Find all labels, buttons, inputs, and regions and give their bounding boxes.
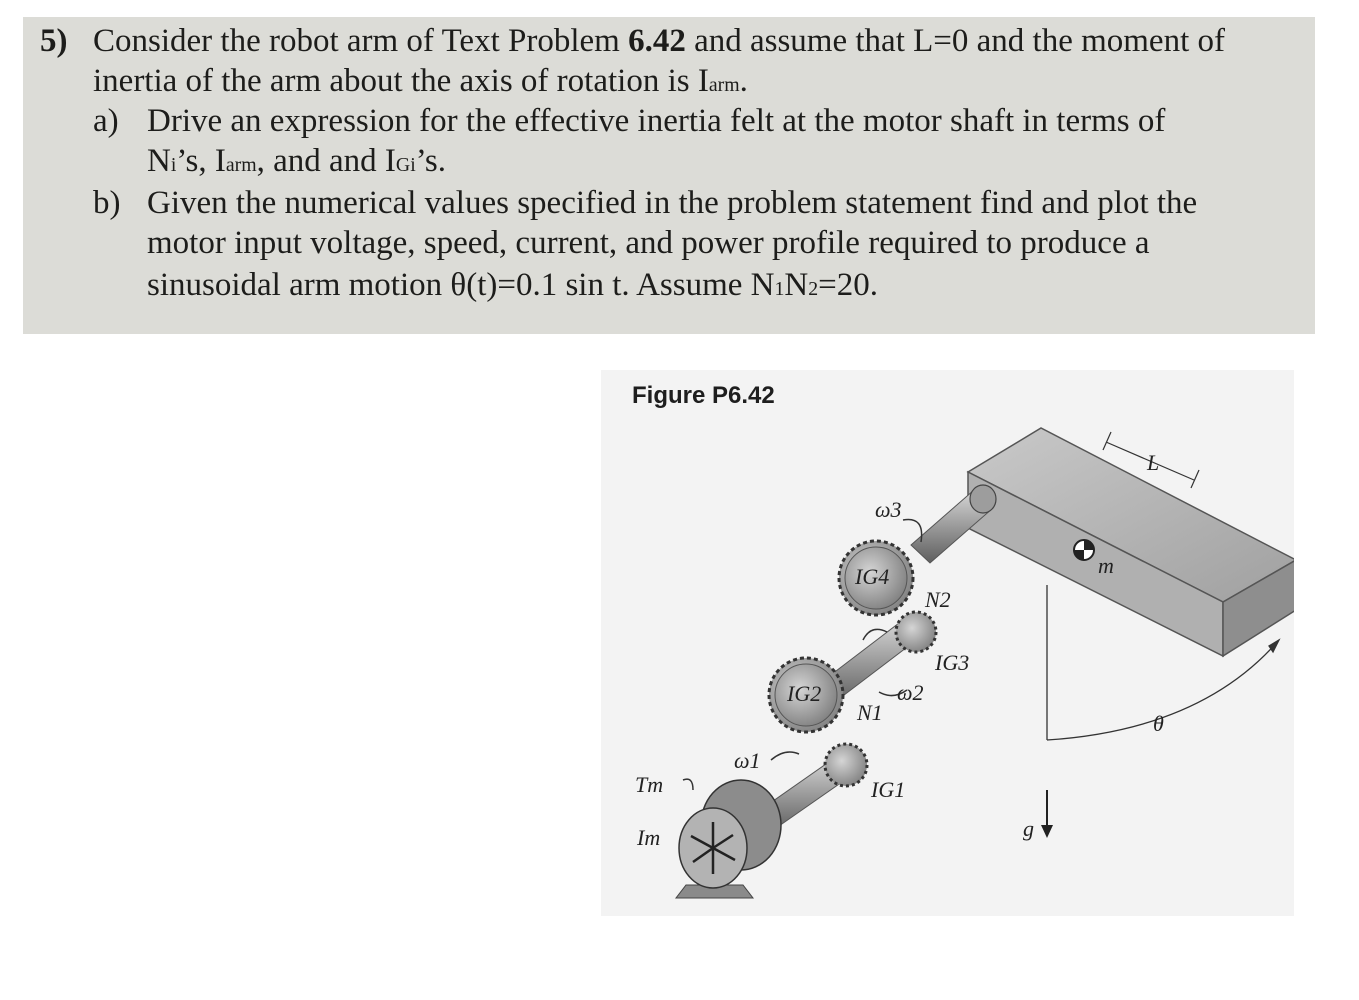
robot-arm-link <box>968 428 1294 656</box>
gravity-arrow <box>1041 790 1053 838</box>
part-b-text-1: Given the numerical values specified in the problem statement find and plot the <box>147 185 1198 221</box>
part-b-text-b: N <box>784 267 809 303</box>
label-length: L <box>1147 450 1160 475</box>
motor <box>676 780 781 898</box>
label-omega1: ω1 <box>734 748 761 773</box>
part-b-text-a: sinusoidal arm motion θ(t)=0.1 sin t. Assume N <box>147 267 775 303</box>
intro-line2-sub: arm <box>708 74 740 96</box>
part-b-line-2: motor input voltage, speed, current, and power profile required to produce a <box>147 225 1150 261</box>
part-a-sub-arm: arm <box>225 154 257 176</box>
part-b-sub-2: 2 <box>808 278 819 300</box>
part-a-text-d: ’s. <box>415 143 446 179</box>
mass-center-icon <box>1074 540 1094 560</box>
label-omega3: ω3 <box>875 497 902 522</box>
part-a-text-1: Drive an expression for the effective inertia felt at the motor shaft in terms of <box>147 103 1166 139</box>
intro-text-a: Consider the robot arm of Text Problem <box>93 23 629 59</box>
robot-arm-diagram <box>601 370 1294 916</box>
figure-panel <box>601 370 1294 916</box>
label-omega2: ω2 <box>897 680 924 705</box>
label-n1: N1 <box>857 700 883 725</box>
label-tm: Tm <box>635 772 664 797</box>
label-ig4: IG4 <box>855 564 890 589</box>
part-a-text-c: , and and I <box>256 143 396 179</box>
part-b-line-1 <box>93 183 1198 223</box>
problem-reference: 6.42 <box>628 23 686 59</box>
part-a-sub-gi: Gi <box>395 154 416 176</box>
intro-line2-text: inertia of the arm about the axis of rotation is I <box>93 63 709 99</box>
problem-statement <box>23 17 1315 334</box>
problem-line-2 <box>93 61 748 105</box>
part-b-label: b) <box>93 185 121 221</box>
gear-ig1 <box>825 744 867 786</box>
label-gravity: g <box>1023 816 1034 841</box>
part-a-n: N <box>147 143 171 179</box>
figure-title: Figure P6.42 <box>632 382 775 409</box>
part-a-line-2 <box>147 141 446 185</box>
part-a-text-b: ’s, I <box>176 143 226 179</box>
label-n2: N2 <box>925 587 951 612</box>
gear-ig3 <box>896 612 936 652</box>
label-theta: θ <box>1153 711 1164 736</box>
label-mass: m <box>1098 553 1114 578</box>
part-b-line-3 <box>147 265 878 309</box>
label-ig3: IG3 <box>935 650 970 675</box>
part-a-label: a) <box>93 103 119 139</box>
problem-number: 5) <box>40 23 68 59</box>
part-a-line-1 <box>93 101 1166 141</box>
problem-line-1 <box>40 21 1225 61</box>
omega1-arrow <box>771 752 799 760</box>
part-b-sub-1: 1 <box>774 278 785 300</box>
intro-line2-end: . <box>739 63 748 99</box>
part-b-text-c: =20. <box>818 267 878 303</box>
tm-arrow <box>683 779 693 790</box>
intro-text-b: and assume that L=0 and the moment of <box>685 23 1225 59</box>
part-a-sub-i: i <box>170 154 177 176</box>
label-ig2: IG2 <box>787 681 822 706</box>
label-im: Im <box>637 825 661 850</box>
label-ig1: IG1 <box>871 777 906 802</box>
